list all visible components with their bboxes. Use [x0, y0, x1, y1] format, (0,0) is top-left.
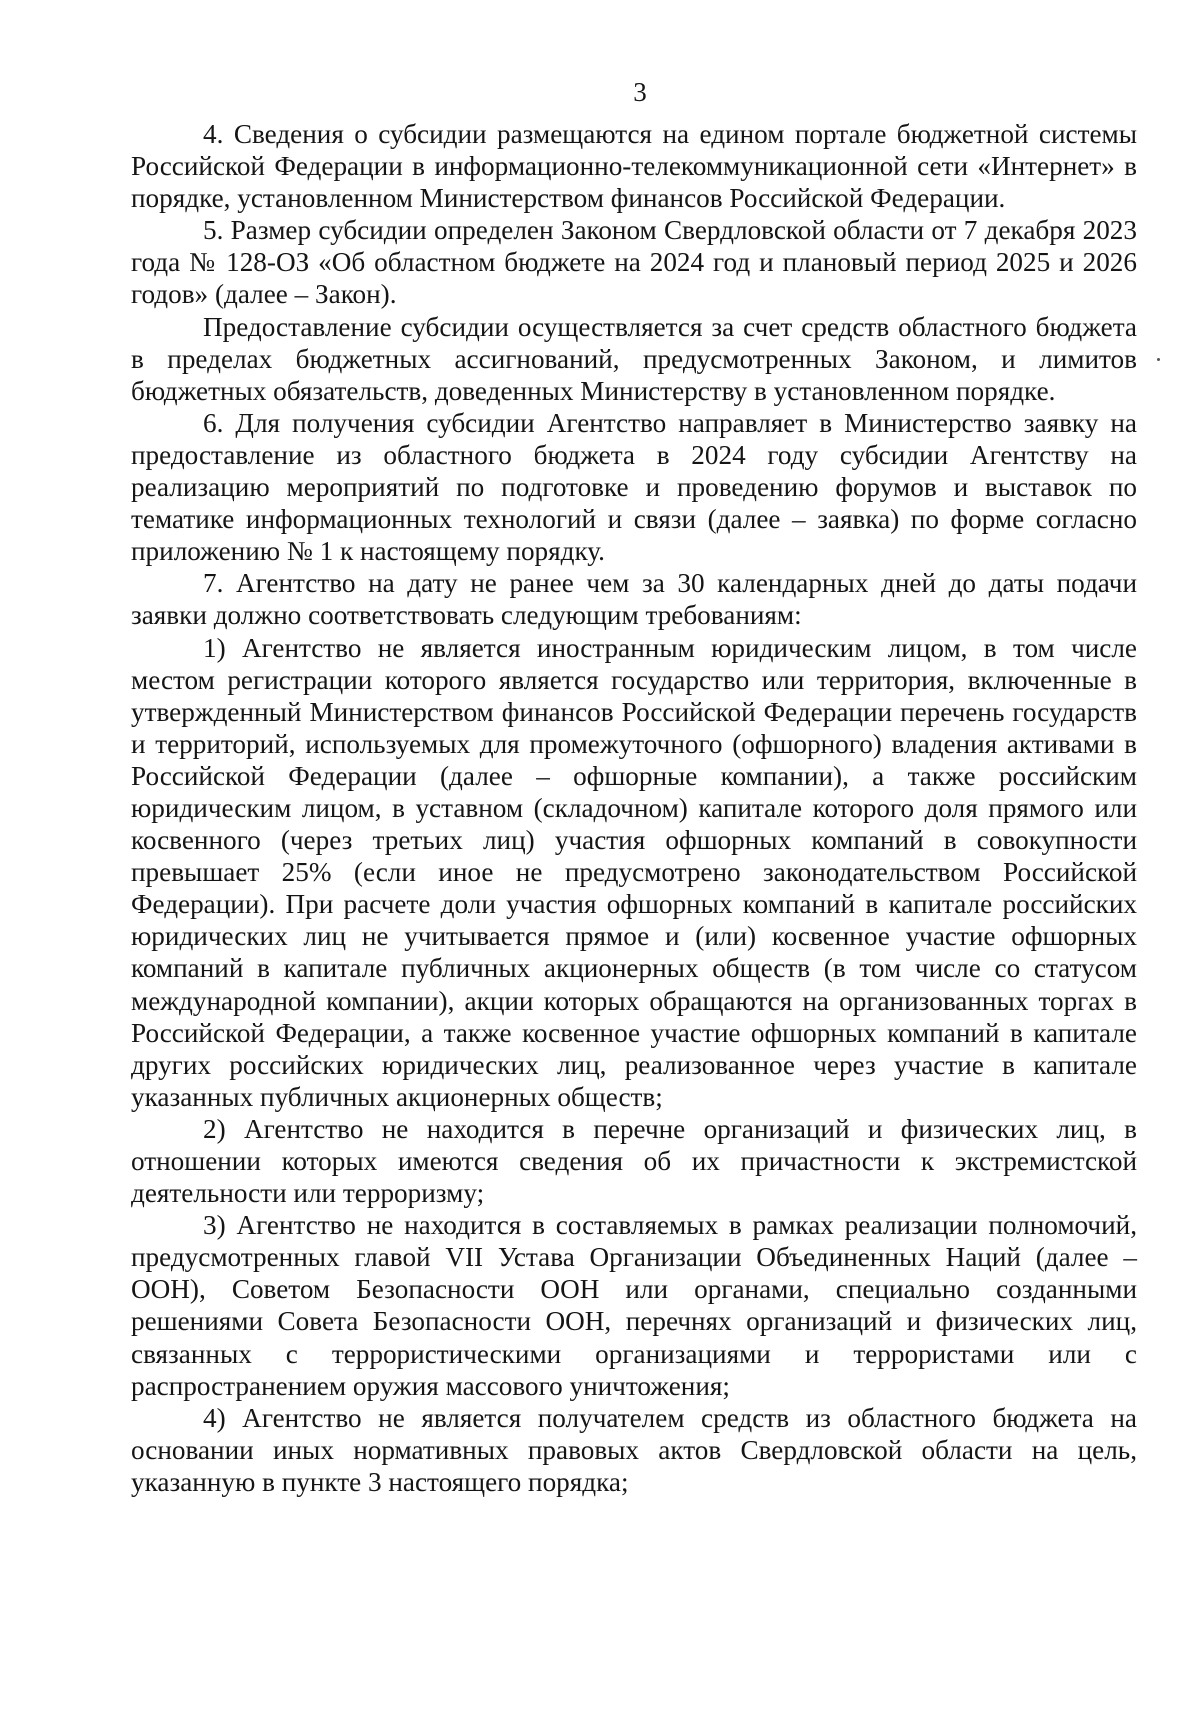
requirement-2: 2) Агентство не находится в перечне организаций и физических лиц, в отношении которых имеются сведения об их причастности к экстремистской деятельности или терроризму;: [131, 1113, 1137, 1209]
requirement-4: 4) Агентство не является получателем средств из областного бюджета на основании иных нормативных правовых актов Свердловской области на цель, указанную в пункте 3 настоящего порядка;: [131, 1402, 1137, 1497]
requirement-3: 3) Агентство не находится в составляемых в рамках реализации полномочий, предусмотренных главой VII Устава Организации Объединенных Наций (далее – ООН), Советом Безопасности ООН или органами, специально созданными решениями Совета Безопасности ООН, перечнях организаций и физических лиц, связанных с террористическими организациями и террористами или с распространением оружия массового уничтожения;: [131, 1210, 1137, 1401]
paragraph-funding-source: Предоставление субсидии осуществляется за счет средств областного бюджета в пределах бюджетных ассигнований, предусмотренных Законом, и лимитов бюджетных обязательств, доведенных Министерству в установленном порядке.: [131, 311, 1137, 406]
document-body: [131, 118, 1137, 1498]
scan-speck: [1157, 358, 1160, 361]
paragraph-item-6: 6. Для получения субсидии Агентство направляет в Министерство заявку на предоставление из областного бюджета в 2024 году субсидии Агентству на реализацию мероприятий по подготовке и проведению форумов и выставок по тематике информационных технологий и связи (далее – заявка) по форме согласно приложению № 1 к настоящему порядку.: [131, 407, 1137, 567]
paragraph-item-7: 7. Агентство на дату не ранее чем за 30 календарных дней до даты подачи заявки должно соответствовать следующим требованиям:: [131, 568, 1137, 631]
requirement-1: 1) Агентство не является иностранным юридическим лицом, в том числе местом регистрации которого является государство или территория, включенные в утвержденный Министерством финансов Российской Федерации перечень государств и территорий, используемых для промежуточного (офшорного) владения активами в Российской Федерации (далее – офшорные компании), а также российским юридическим лицом, в уставном (складочном) капитале которого доля прямого или косвенного (через третьих лиц) участия офшорных компаний в совокупности превышает 25% (если иное не предусмотрено законодательством Российской Федерации). При расчете доли участия офшорных компаний в капитале российских юридических лиц не учитывается прямое и (или) косвенное участие офшорных компаний в капитале публичных акционерных обществ (в том числе со статусом международной компании), акции которых обращаются на организованных торгах в Российской Федерации, а также косвенное участие офшорных компаний в капитале других российских юридических лиц, реализованное через участие в капитале указанных публичных акционерных обществ;: [131, 632, 1137, 1112]
paragraph-item-5: 5. Размер субсидии определен Законом Свердловской области от 7 декабря 2023 года № 128-ОЗ «Об областном бюджете на 2024 год и плановый период 2025 и 2026 годов» (далее – Закон).: [131, 215, 1137, 310]
page-number: 3: [633, 77, 647, 107]
paragraph-item-4: 4. Сведения о субсидии размещаются на едином портале бюджетной системы Российской Федерации в информационно-телекоммуникационной сети «Интернет» в порядке, установленном Министерством финансов Российской Федерации.: [131, 119, 1137, 214]
